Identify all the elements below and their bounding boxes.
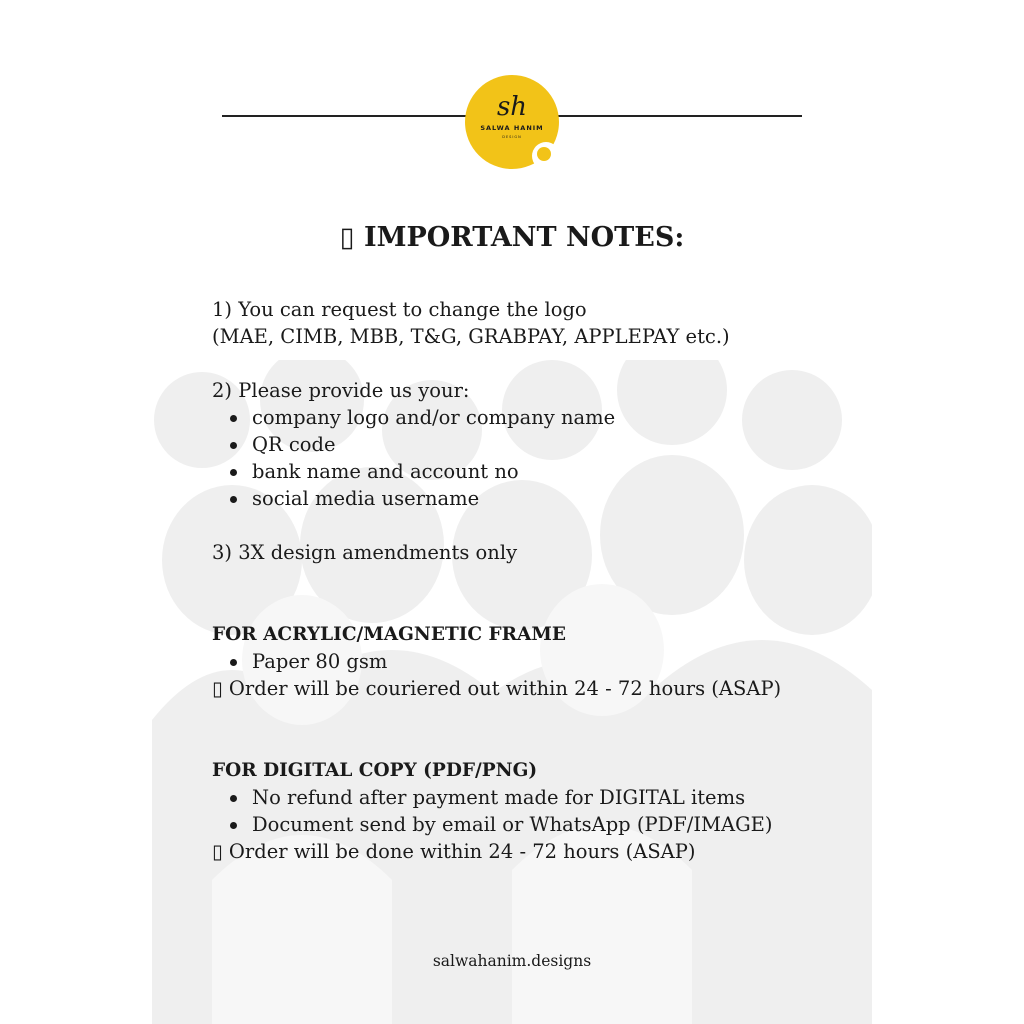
header-rule-left xyxy=(222,115,470,117)
header-rule-right xyxy=(552,115,802,117)
logo-badge-icon xyxy=(464,74,560,170)
footer-handle: salwahanim.designs xyxy=(432,952,592,970)
digital-delivery: ▯ Order will be done within 24 - 72 hours (ASAP) xyxy=(212,840,696,863)
logo-tagline: DESIGN xyxy=(502,135,522,139)
list-item: No refund after payment made for DIGITAL items xyxy=(228,784,773,811)
acrylic-heading: FOR ACRYLIC/MAGNETIC FRAME xyxy=(212,624,566,645)
brand-logo xyxy=(464,74,560,170)
list-item: social media username xyxy=(228,485,615,512)
page-title xyxy=(152,222,872,253)
digital-heading: FOR DIGITAL COPY (PDF/PNG) xyxy=(212,760,538,781)
list-item: bank name and account no xyxy=(228,458,615,485)
missing-glyph-icon: ▯ xyxy=(339,222,355,253)
list-item: Paper 80 gsm xyxy=(228,648,387,675)
page-title-text: IMPORTANT NOTES: xyxy=(363,222,685,253)
list-item: company logo and/or company name xyxy=(228,404,615,431)
acrylic-list xyxy=(228,648,387,675)
note-1-line-1: 1) You can request to change the logo xyxy=(212,298,587,321)
note-3: 3) 3X design amendments only xyxy=(212,541,518,564)
note-1-line-2: (MAE, CIMB, MBB, T&G, GRABPAY, APPLEPAY etc.) xyxy=(212,325,730,348)
note-2-list xyxy=(228,404,615,512)
logo-monogram: sh xyxy=(496,92,528,122)
note-2-intro: 2) Please provide us your: xyxy=(212,379,470,402)
list-item: QR code xyxy=(228,431,615,458)
logo-brand-name: SALWA HANIM xyxy=(480,124,544,132)
digital-list xyxy=(228,784,773,838)
acrylic-delivery: ▯ Order will be couriered out within 24 - 72 hours (ASAP) xyxy=(212,677,782,700)
notes-card xyxy=(152,0,872,1024)
list-item: Document send by email or WhatsApp (PDF/IMAGE) xyxy=(228,811,773,838)
